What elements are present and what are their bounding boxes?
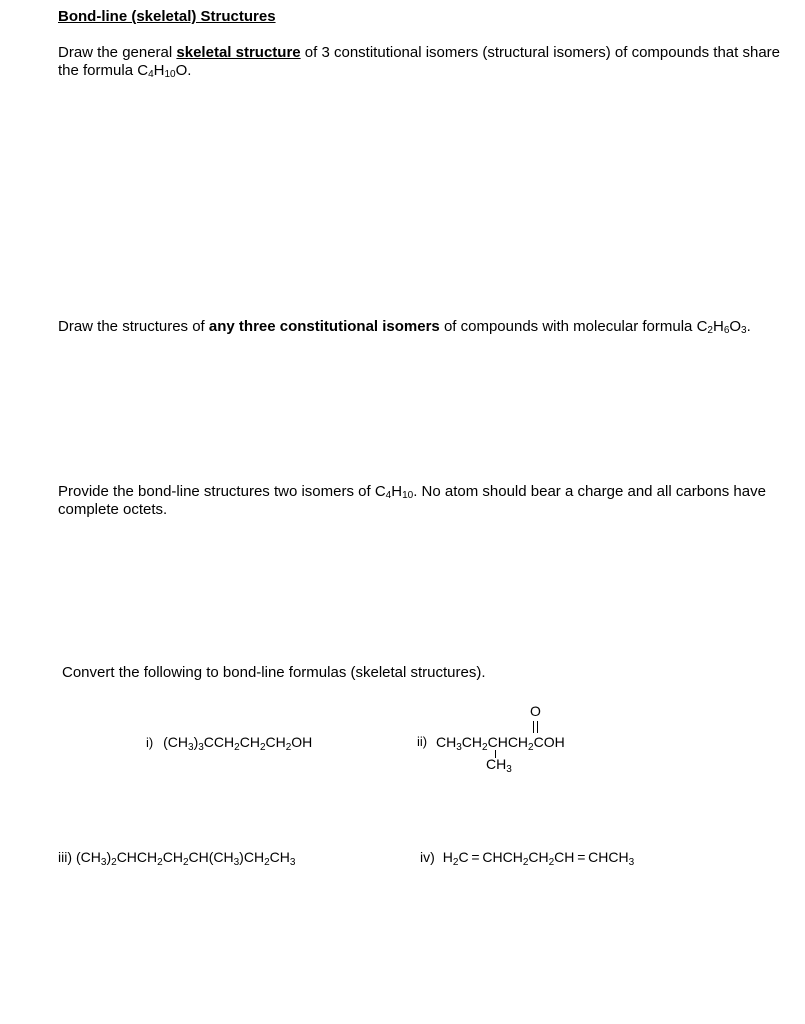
question-2 — [58, 318, 788, 336]
question-3 — [58, 483, 788, 519]
item-i-label: i) — [146, 735, 154, 750]
item-iv-label: iv) — [420, 849, 435, 865]
q1-text-a: Draw the general — [58, 44, 177, 61]
carbonyl-oxygen: O — [530, 703, 541, 719]
q2-formula: $C_2H_6O_3$. — [696, 318, 751, 336]
q1-formula: $C_4H_{10}O$. — [137, 62, 192, 80]
q3-text-a: Provide the bond-line structures two isomers of — [58, 483, 375, 500]
question-4-instruction: Convert the following to bond-line formulas (skeletal structures). — [62, 664, 486, 681]
q3-text-c: No atom should bear a charge and all carbons have complete octets. — [58, 483, 766, 518]
double-bond-line-2 — [537, 721, 538, 733]
item-ii-label: ii) — [417, 734, 428, 749]
q2-text-a: Draw the structures of — [58, 318, 209, 335]
q2-emphasis: any three constitutional isomers — [208, 318, 440, 335]
q3-formula: $C_4H_{10}$. — [374, 483, 418, 501]
q1-emphasis: skeletal structure — [176, 44, 301, 61]
branch-methyl: $CH_3$ — [486, 756, 512, 775]
q1-text-c: of 3 constitutional isomers (structural isomers) of compounds that share the formula — [58, 44, 781, 79]
page-title: Bond-line (skeletal) Structures — [58, 8, 276, 25]
item-ii-formula: $CH_3CH_2CHCH_2COH$ — [436, 734, 565, 753]
item-ii-structure — [417, 700, 597, 780]
item-iii-formula: iii) $(CH_3)_2CHCH_2CH_2CH(CH_3)CH_2CH_3$ — [58, 849, 296, 868]
item-i-formula: i) $(CH_3)_3CCH_2CH_2CH_2OH$ — [146, 734, 313, 753]
item-iv-formula: iv) $H_2C$ = $CHCH_2CH_2CH$ = $CHCH_3$ — [420, 849, 635, 868]
double-bond-line-1 — [533, 721, 534, 733]
question-1 — [58, 44, 788, 80]
q2-text-c: of compounds with molecular formula — [439, 318, 697, 335]
item-iii-label: iii) — [58, 849, 72, 865]
